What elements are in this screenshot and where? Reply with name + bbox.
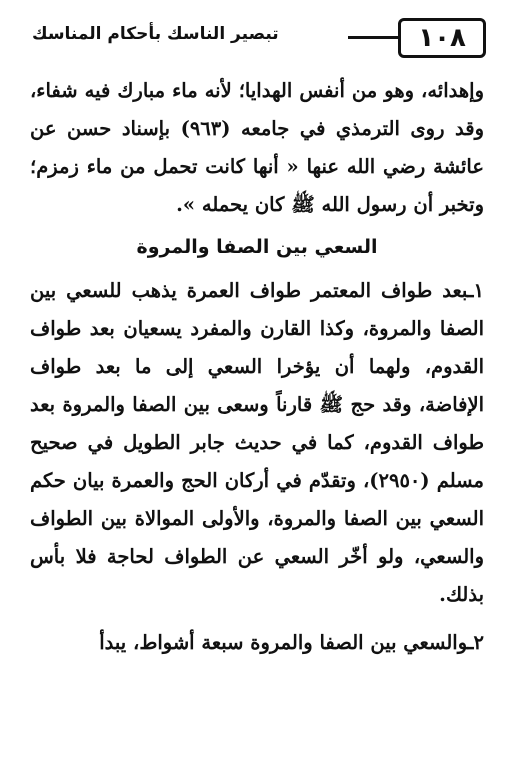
item-number: ١ـ <box>467 279 484 302</box>
page-content <box>30 72 484 662</box>
paragraph-zamzam: وإهدائه، وهو من أنفس الهدايا؛ لأنه ماء مبارك فيه شفاء، وقد روى الترمذي في جامعه (٩٦٣) بإسناد حسن عن عائشة رضي الله عنها « أنها كانت تحمل من ماء زمزم؛ وتخبر أن رسول الله ﷺ كان يحمله ». <box>30 79 484 216</box>
page-number: ١٠٨ <box>418 23 466 53</box>
section-heading: السعي بين الصفا والمروة <box>136 236 378 258</box>
item-number: ٢ـ <box>467 631 484 654</box>
numbered-item-2 <box>30 624 484 662</box>
header-rule <box>348 36 398 39</box>
page-header <box>28 18 486 60</box>
item-text: والسعي بين الصفا والمروة سبعة أشواط، يبدأ <box>99 631 468 654</box>
numbered-item-1 <box>30 272 484 614</box>
page-number-box <box>398 18 486 58</box>
book-title: تبصير الناسك بأحكام المناسك <box>32 24 279 44</box>
item-text: بعد طواف المعتمر طواف العمرة يذهب للسعي بين الصفا والمروة، وكذا القارن والمفرد يسعيان بعد طواف القدوم، ولهما أن يؤخرا السعي إلى ما بعد طواف الإفاضة، وقد حج ﷺ قارناً وسعى بين الصفا والمروة بعد طواف القدوم، كما في حديث جابر الطويل في صحيح مسلم (٢٩٥٠)، وتقدّم في أركان الحج والعمرة بيان حكم السعي بين الصفا والمروة، والأولى الموالاة بين الطواف والسعي، ولو أخّر السعي عن الطواف لحاجة فلا بأس بذلك. <box>30 279 485 606</box>
